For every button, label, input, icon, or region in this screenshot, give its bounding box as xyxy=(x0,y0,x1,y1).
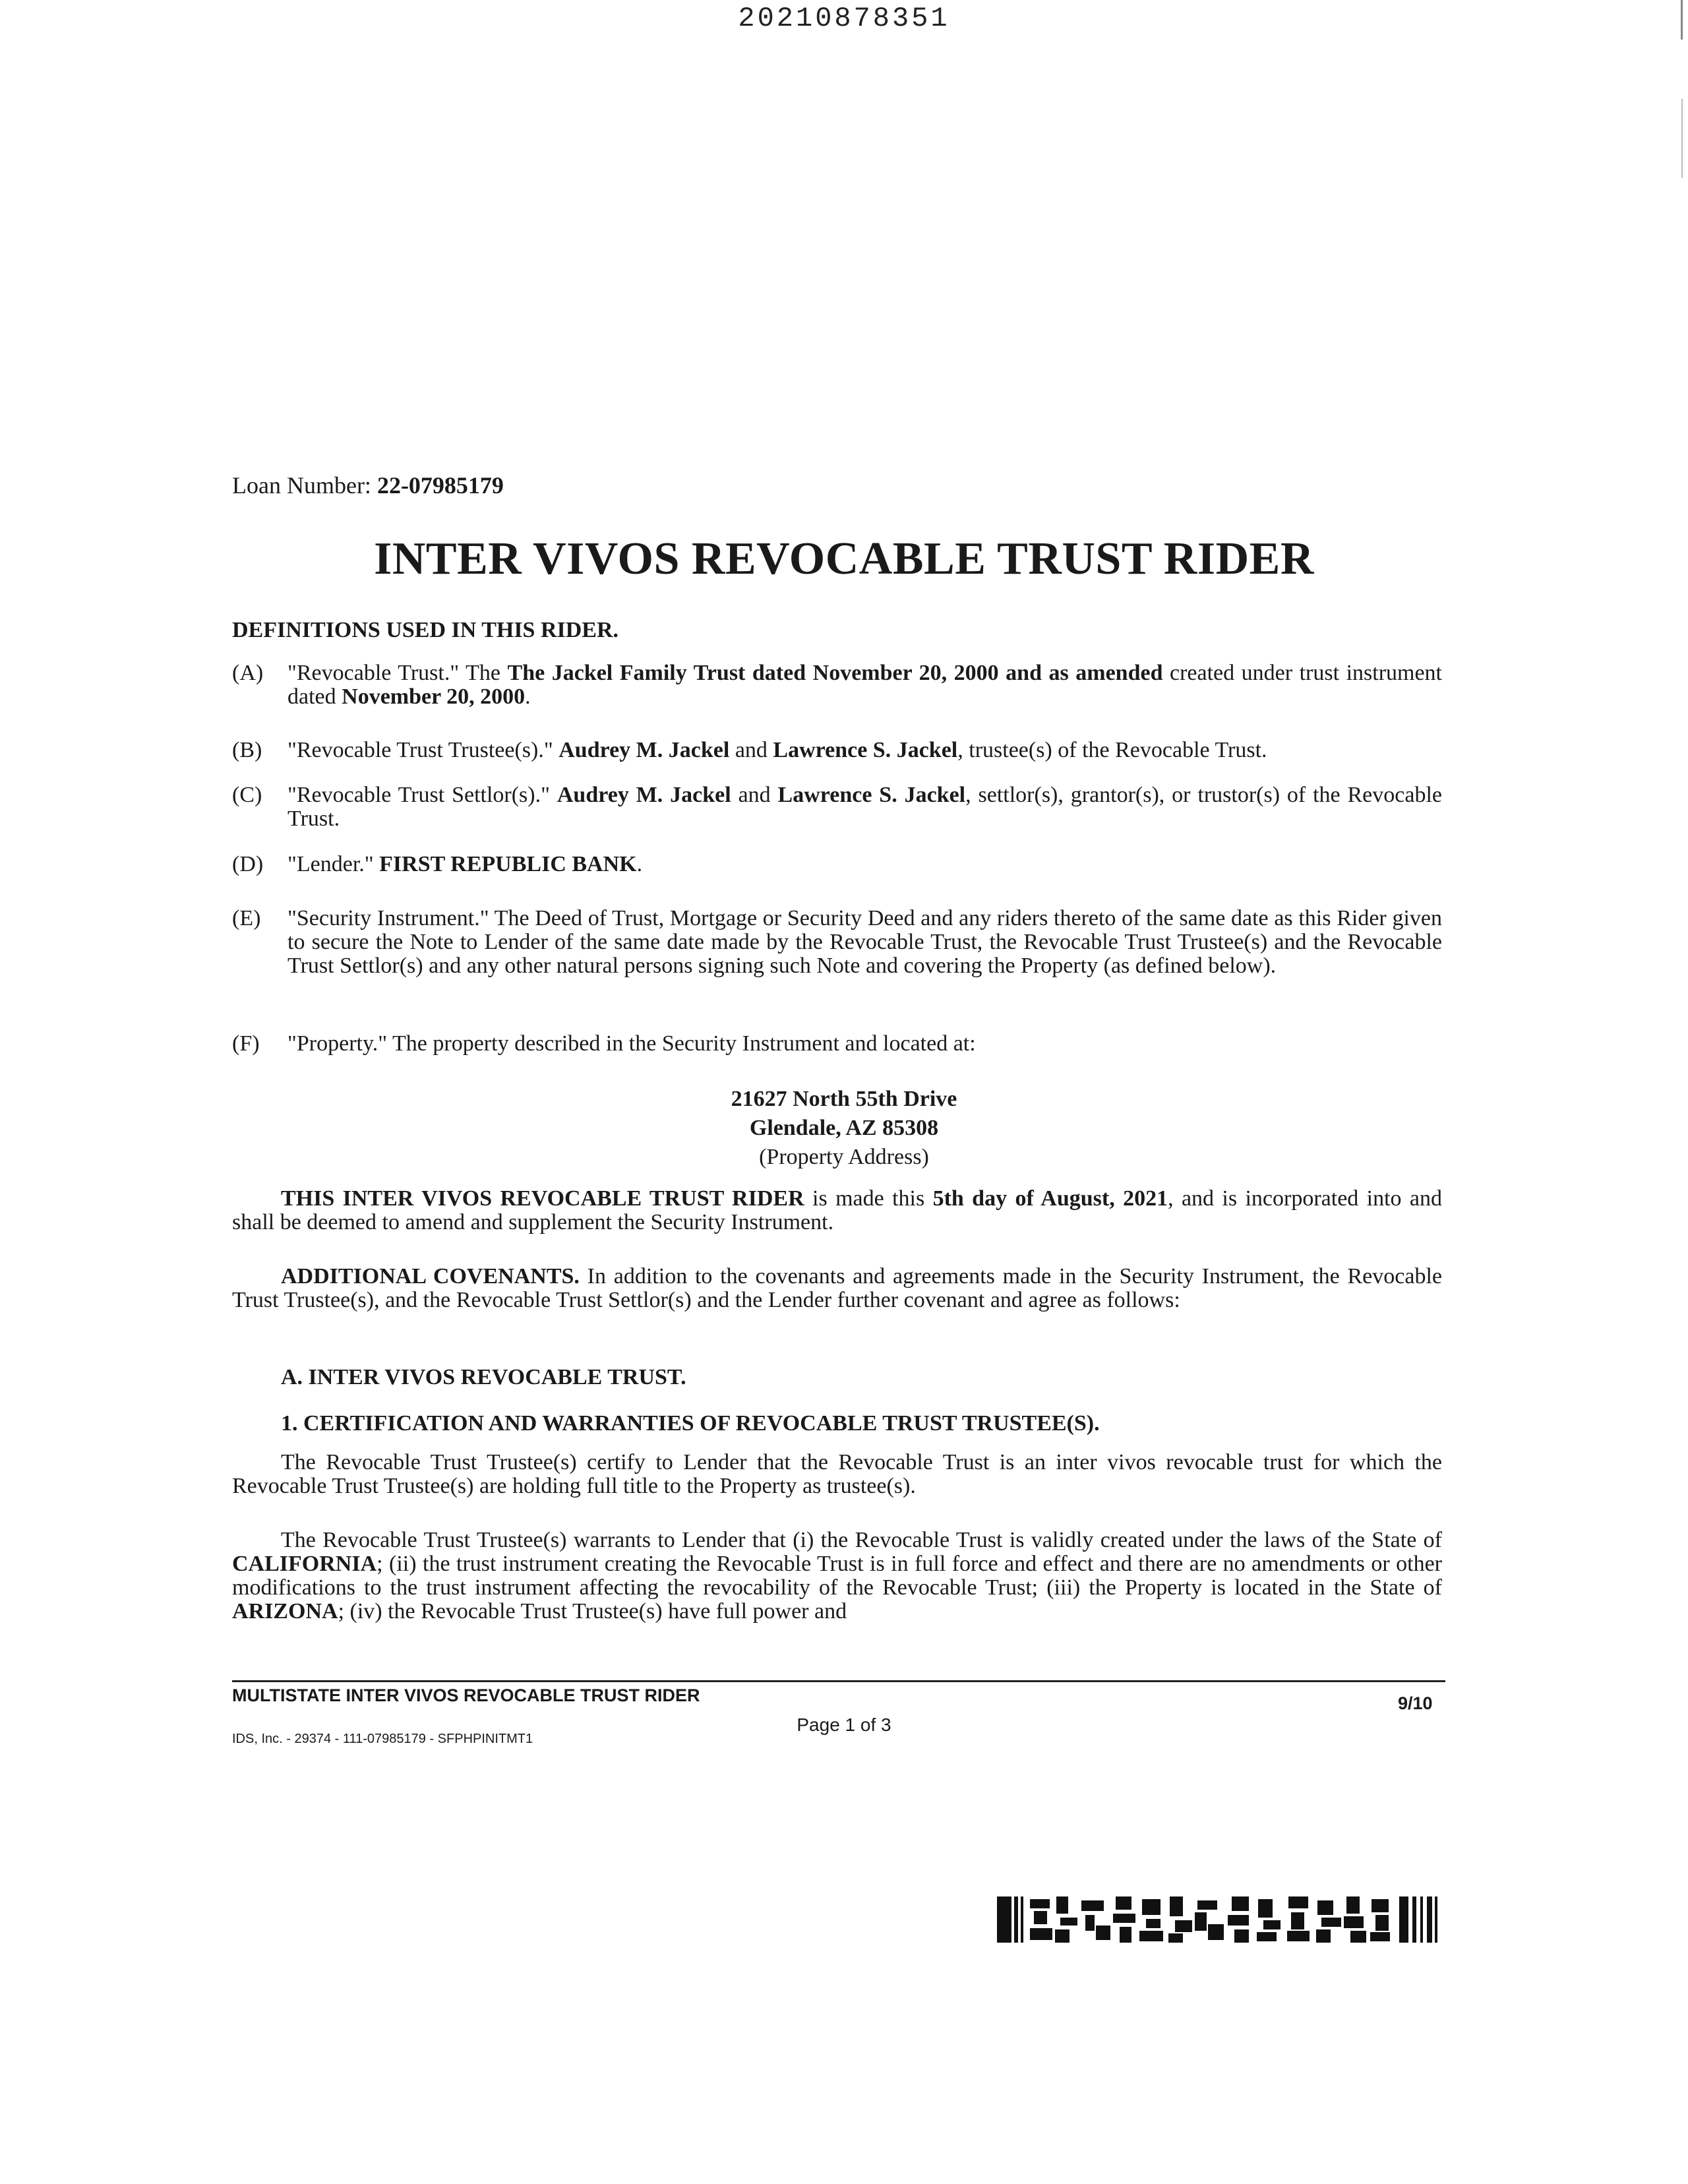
definition-text: "Property." The property described in the Security Instrument and located at: xyxy=(287,1031,976,1056)
rider-name: THIS INTER VIVOS REVOCABLE TRUST RIDER xyxy=(281,1186,804,1211)
warranties-text: ; (iv) the Revocable Trust Trustee(s) have full power and xyxy=(338,1599,847,1623)
covenants-heading: ADDITIONAL COVENANTS. xyxy=(281,1264,580,1289)
property-address xyxy=(0,1085,1688,1172)
loan-number-value: 22-07985179 xyxy=(377,472,504,499)
barcode-icon xyxy=(997,1896,1439,1943)
trustee-name-2: Lawrence S. Jackel xyxy=(773,738,958,762)
definition-text: "Revocable Trust Trustee(s)." xyxy=(287,738,559,762)
definitions-heading: DEFINITIONS USED IN THIS RIDER. xyxy=(232,618,619,642)
definition-marker: (A) xyxy=(232,661,264,685)
footer-revision: 9/10 xyxy=(1398,1693,1433,1713)
definition-marker: (D) xyxy=(232,852,264,876)
definition-marker: (F) xyxy=(232,1031,260,1056)
footer-form-title: MULTISTATE INTER VIVOS REVOCABLE TRUST RIDER xyxy=(232,1685,700,1705)
intro-text: is made this xyxy=(804,1186,933,1211)
warranties-text: The Revocable Trust Trustee(s) warrants to Lender that (i) the Revocable Trust is validly created under the laws of the State of xyxy=(281,1528,1442,1552)
loan-number xyxy=(232,471,504,499)
settlor-name-2: Lawrence S. Jackel xyxy=(777,783,966,807)
rider-date: 5th day of August, 2021 xyxy=(932,1186,1168,1211)
definition-marker: (E) xyxy=(232,906,261,930)
settlor-name-1: Audrey M. Jackel xyxy=(557,783,731,807)
footer-rule xyxy=(232,1680,1445,1682)
definition-text: . xyxy=(636,852,643,876)
section-a-heading: A. INTER VIVOS REVOCABLE TRUST. xyxy=(281,1365,686,1389)
definition-text: and xyxy=(729,738,773,762)
trust-state: CALIFORNIA xyxy=(232,1552,377,1576)
property-state: ARIZONA xyxy=(232,1599,338,1623)
address-line-1: 21627 North 55th Drive xyxy=(731,1087,957,1111)
definition-f xyxy=(232,1032,1442,1056)
covenants-text: In addition to the covenants and agreements made in the Security Instrument, the Revocable Trust Trustee(s), and the Revocable Trust Settlor(s) and the Lender further covenant and agree as follows: xyxy=(232,1264,1442,1312)
trust-name: The Jackel Family Trust dated November 20, 2000 and as amended xyxy=(507,661,1163,685)
definition-text: created under trust instrument dated xyxy=(287,661,1442,709)
lender-name: FIRST REPUBLIC BANK xyxy=(379,852,637,876)
definition-text: "Revocable Trust Settlor(s)." xyxy=(287,783,557,807)
warranties-paragraph xyxy=(232,1529,1442,1623)
document-number: 20210878351 xyxy=(738,3,950,34)
intro-paragraph xyxy=(232,1187,1442,1234)
loan-number-label: Loan Number: xyxy=(232,472,371,499)
address-line-2: Glendale, AZ 85308 xyxy=(749,1116,939,1140)
covenants-paragraph xyxy=(232,1265,1442,1312)
address-label: (Property Address) xyxy=(759,1145,929,1169)
definition-text: "Lender." xyxy=(287,852,380,876)
document-title: INTER VIVOS REVOCABLE TRUST RIDER xyxy=(374,533,1314,584)
definition-a xyxy=(232,661,1442,709)
scan-margin-mark xyxy=(1681,0,1683,40)
definition-d xyxy=(232,853,1442,876)
definition-b xyxy=(232,739,1442,762)
definition-marker: (B) xyxy=(232,738,262,762)
definition-text: . xyxy=(525,684,531,709)
warranties-text: ; (ii) the trust instrument creating the Revocable Trust is in full force and effect and there are no amendments or other modifications to the trust instrument affecting the revocability of the Revocable Trust; (iii) the Property is located in the State of xyxy=(232,1552,1442,1600)
certification-paragraph: The Revocable Trust Trustee(s) certify to Lender that the Revocable Trust is an inter vivos revocable trust for which the Revocable Trust Trustee(s) are holding full title to the Property as trustee(s). xyxy=(232,1450,1442,1498)
page-number: Page 1 of 3 xyxy=(797,1714,891,1735)
definition-c xyxy=(232,783,1442,831)
footer-ids-code: IDS, Inc. - 29374 - 111-07985179 - SFPHPINITMT1 xyxy=(232,1732,533,1746)
definition-marker: (C) xyxy=(232,783,262,807)
scan-margin-mark xyxy=(1681,99,1683,178)
intro-text: , and is incorporated into and shall be deemed to amend and supplement the Security Instrument. xyxy=(232,1186,1443,1234)
definition-text: , settlor(s), grantor(s), or trustor(s) of the Revocable Trust. xyxy=(287,783,1442,831)
definition-text: "Security Instrument." The Deed of Trust, Mortgage or Security Deed and any riders thereto of the same date as this Rider given to secure the Note to Lender of the same date made by the Revocable Trust, the Revocable Trust Trustee(s) and the Revocable Trust Settlor(s) and any other natural persons signing such Note and covering the Property (as defined below). xyxy=(287,906,1442,978)
trustee-name-1: Audrey M. Jackel xyxy=(558,738,730,762)
definition-text: "Revocable Trust." The xyxy=(287,661,508,685)
definition-e xyxy=(232,907,1442,978)
definition-text: , trustee(s) of the Revocable Trust. xyxy=(957,738,1267,762)
trust-date: November 20, 2000 xyxy=(342,684,526,709)
definition-text: and xyxy=(731,783,778,807)
section-1-heading: 1. CERTIFICATION AND WARRANTIES OF REVOCABLE TRUST TRUSTEE(S). xyxy=(281,1411,1100,1436)
